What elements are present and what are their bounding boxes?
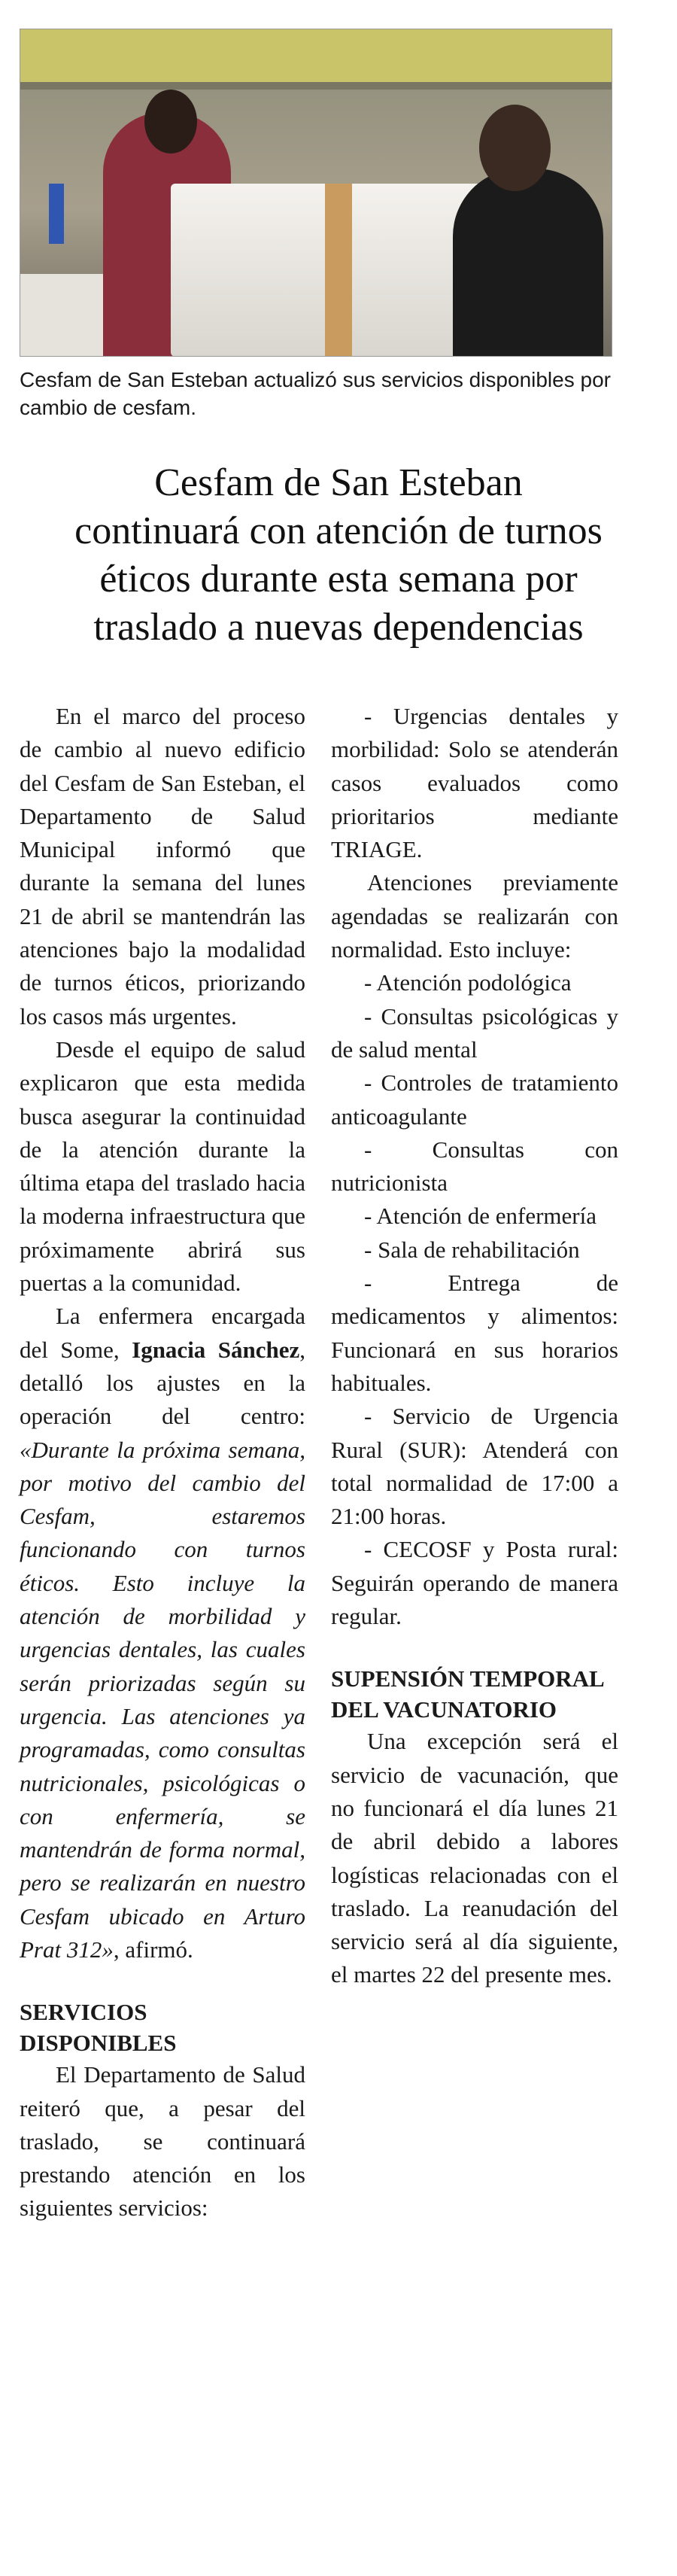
- quote-text: «Durante la próxima semana, por motivo del cambio del Cesfam, estaremos funcionando con turnos éticos. Esto incluye la atención de morbilidad y urgencias dentales, las cuales serán priorizadas según su urgencia. Las atenciones ya programadas, como consultas nutricionales, psicológicas o con enfermería, se mantendrán de forma normal, pero se realizarán en nuestro Cesfam ubicado en Arturo Prat 312»: [20, 1436, 305, 1963]
- photo-wall-sign: [49, 184, 64, 244]
- article-paragraph: Desde el equipo de salud explicaron que esta medida busca asegurar la continuidad de la atención durante la última etapa del traslado hacia la moderna infraestructura que próximamente abrirá sus puertas a la comunidad.: [20, 1036, 305, 1297]
- article-paragraph: Una excepción será el servicio de vacunación, que no funcionará el día lunes 21 de abril debido a labores logísticas relacionadas con el traslado. La reanudación del servicio será al día siguiente, el martes 22 del presente mes.: [331, 1728, 618, 1988]
- person-name: Ignacia Sánchez: [132, 1336, 300, 1363]
- section-heading: SUPENSIÓN TEMPORAL DEL VACUNATORIO: [331, 1665, 604, 1723]
- article-photo: [20, 29, 612, 357]
- photo-person-left-head: [144, 90, 197, 154]
- paragraph-mid: , detalló los ajustes en la operación del centro:: [20, 1336, 305, 1430]
- service-list-item: - Entrega de medicamentos y alimentos: Funcionará en sus horarios habituales.: [331, 1270, 618, 1396]
- article-column-right: [331, 700, 618, 1992]
- service-item: - Urgencias dentales y morbilidad: Solo se atenderán casos evaluados como prioritarios mediante TRIAGE.: [331, 703, 618, 863]
- paragraph-end: , afirmó.: [113, 1936, 193, 1963]
- article-headline: [0, 459, 677, 652]
- headline-line: continuará con atención de turnos: [74, 509, 603, 552]
- headline-line: traslado a nuevas dependencias: [93, 606, 584, 649]
- article-paragraph: El Departamento de Salud reiteró que, a pesar del traslado, se continuará prestando atención en los siguientes servicios:: [20, 2061, 305, 2222]
- photo-wall: [20, 29, 612, 82]
- article-paragraph: Atenciones previamente agendadas se realizarán con normalidad. Esto incluye:: [331, 869, 618, 963]
- article-column-left: [20, 700, 305, 2225]
- article-paragraph: En el marco del proceso de cambio al nuevo edificio del Cesfam de San Esteban, el Departamento de Salud Municipal informó que durante la semana del lunes 21 de abril se mantendrán las atenciones bajo la modalidad de turnos éticos, priorizando los casos más urgentes.: [20, 703, 305, 1029]
- photo-box-tape: [325, 184, 352, 357]
- service-list-item: - Servicio de Urgencia Rural (SUR): Atenderá con total normalidad de 17:00 a 21:00 horas.: [331, 1403, 618, 1530]
- service-list-item: - Consultas psicológicas y de salud mental: [331, 1002, 618, 1063]
- section-heading: SERVICIOS DISPONIBLES: [20, 1999, 177, 2057]
- service-list-item: - Consultas con nutricionista: [331, 1136, 618, 1197]
- photo-person-right: [453, 169, 603, 357]
- service-list-item: - Sala de rehabilitación: [364, 1236, 580, 1263]
- paragraph-lead: La enfermera encargada del Some,: [20, 1303, 305, 1363]
- service-list-item: - Atención podológica: [364, 969, 572, 996]
- service-list-item: - CECOSF y Posta rural: Seguirán operando de manera regular.: [331, 1536, 618, 1630]
- article-paragraph-quote: [20, 1300, 305, 1966]
- photo-person-right-head: [479, 105, 551, 191]
- photo-sink: [20, 274, 103, 357]
- photo-caption: Cesfam de San Esteban actualizó sus servicios disponibles por cambio de cesfam.: [20, 368, 611, 419]
- service-list-item: - Atención de enfermería: [364, 1203, 597, 1230]
- photo-shelf: [20, 82, 612, 90]
- headline-line: Cesfam de San Esteban: [154, 461, 523, 504]
- service-list-item: - Controles de tratamiento anticoagulante: [331, 1069, 618, 1130]
- headline-line: éticos durante esta semana por: [99, 558, 578, 601]
